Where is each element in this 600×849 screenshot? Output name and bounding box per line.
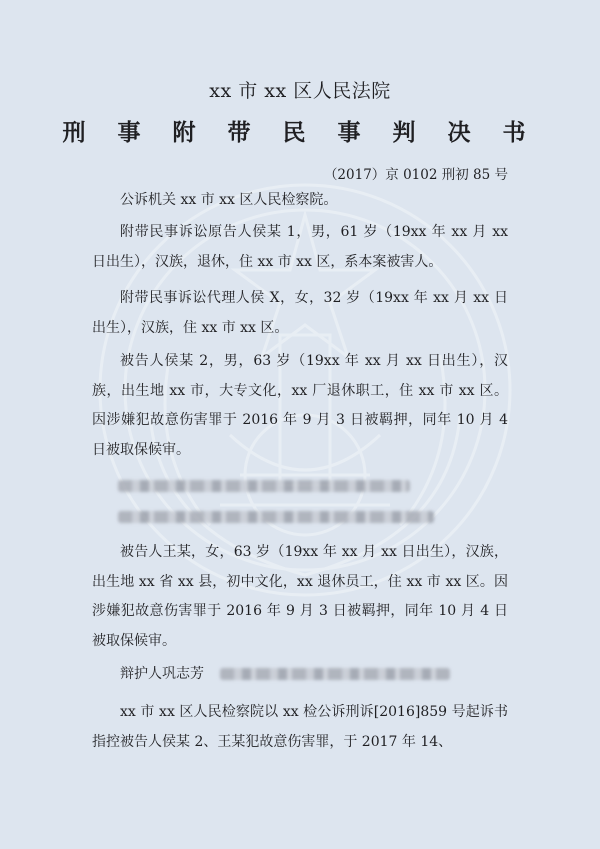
- case-number: （2017）京 0102 刑初 85 号: [323, 167, 508, 183]
- agent-paragraph: 附带民事诉讼代理人侯 X，女，32 岁（19xx 年 xx 月 xx 日出生），汉族，住 xx 市 xx 区。: [92, 290, 508, 336]
- redacted-line: [118, 511, 434, 523]
- defendant2-paragraph: 被告人王某，女，63 岁（19xx 年 xx 月 xx 日出生），汉族，出生地 xx 省 xx 县，初中文化，xx 退休员工，住 xx 市 xx 区。因涉嫌犯故意伤害罪于 2016 年 9 月 3 日被羁押，同年 10 月 4 日被取保候审。: [92, 544, 508, 649]
- indictment-paragraph: xx 市 xx 区人民检察院以 xx 检公诉刑诉[2016]859 号起诉书指控被告人侯某 2、王某犯故意伤害罪，于 2017 年 14、: [92, 704, 508, 750]
- court-name: xx 市 xx 区人民法院: [209, 80, 391, 102]
- redacted-line: [220, 668, 450, 680]
- redacted-line: [118, 480, 410, 492]
- prosecutor-paragraph: 公诉机关 xx 市 xx 区人民检察院。: [120, 192, 338, 208]
- defendant1-paragraph: 被告人侯某 2，男，63 岁（19xx 年 xx 月 xx 日出生），汉族，出生地 xx 市，大专文化，xx 厂退休职工，住 xx 市 xx 区。因涉嫌犯故意伤害罪于 2016 年 9 月 3 日被羁押，同年 10 月 4 日被取保候审。: [92, 353, 508, 458]
- plaintiff-paragraph: 附带民事诉讼原告人侯某 1，男，61 岁（19xx 年 xx 月 xx 日出生），汉族，退休，住 xx 市 xx 区，系本案被害人。: [92, 224, 508, 270]
- defense-counsel-label: 辩护人巩志芳: [120, 666, 204, 682]
- document-title: 刑 事 附 带 民 事 判 决 书: [62, 119, 538, 146]
